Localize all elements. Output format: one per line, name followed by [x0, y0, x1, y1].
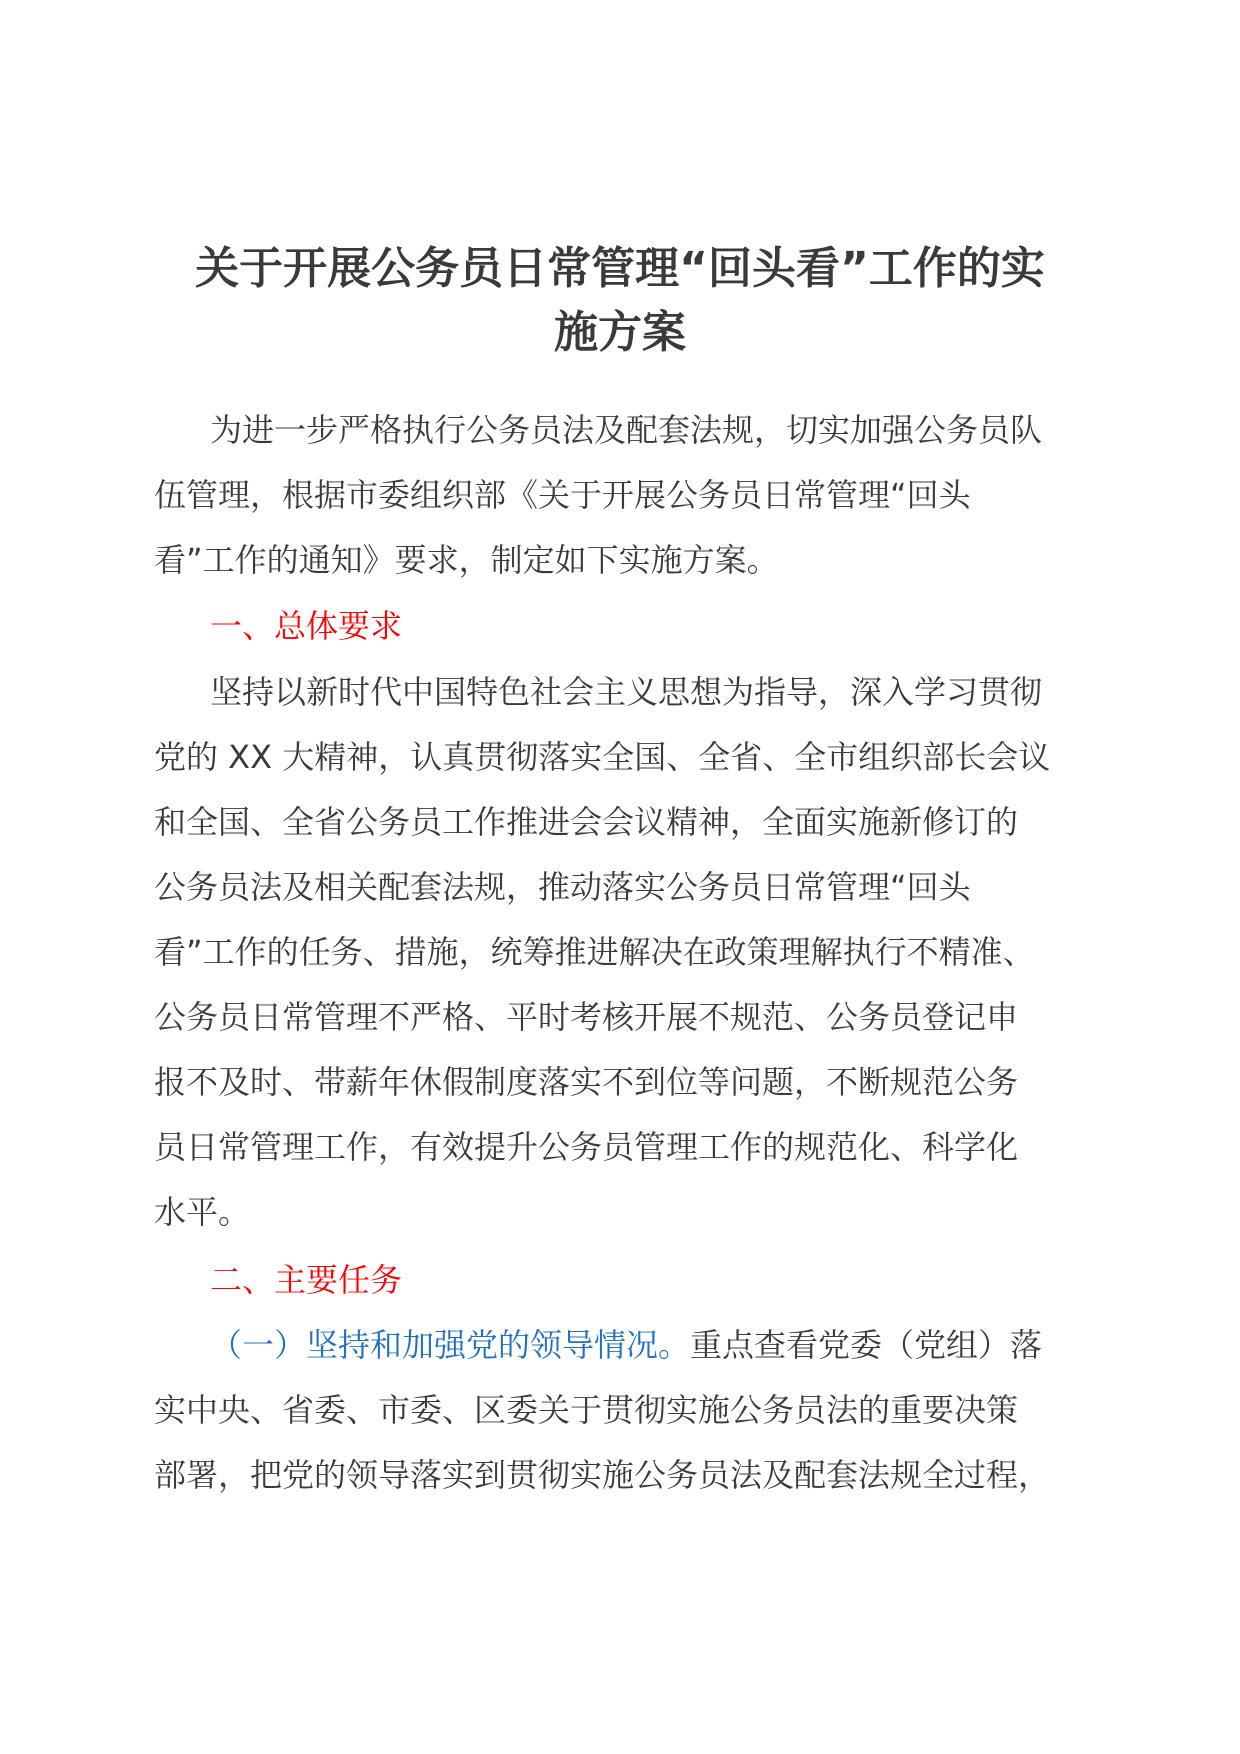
- party-leadership-paragraph: [154, 1313, 1088, 1508]
- intro-paragraph: [154, 398, 1088, 593]
- body-line: 公务员日常管理不严格、平时考核开展不规范、公务员登记申: [154, 998, 1019, 1036]
- title-line-2: 施方案: [554, 307, 686, 358]
- body-line: 部署，把党的领导落实到贯彻实施公务员法及配套法规全过程，: [154, 1456, 1051, 1494]
- body-line: 坚持以新时代中国特色社会主义思想为指导，深入学习贯彻: [210, 673, 1043, 711]
- section-heading-main-tasks: 二、主要任务: [210, 1261, 403, 1299]
- body-line: 看”工作的任务、措施，统筹推进解决在政策理解执行不精准、: [154, 933, 1035, 971]
- subsection-first-line: [154, 1313, 1088, 1378]
- body-line: 和全国、全省公务员工作推进会会议精神，全面实施新修订的: [154, 803, 1019, 841]
- body-line: 重点查看党委（党组）落: [690, 1326, 1043, 1364]
- title-line-1: 关于开展公务员日常管理“回头看”工作的实: [195, 243, 1045, 294]
- document-title: [150, 237, 1090, 365]
- body-line: 公务员法及相关配套法规，推动落实公务员日常管理“回头: [154, 868, 971, 906]
- section-heading-general-requirements: 一、总体要求: [210, 607, 403, 645]
- intro-line-1: 为进一步严格执行公务员法及配套法规，切实加强公务员队: [210, 411, 1043, 449]
- intro-line-2: 伍管理，根据市委组织部《关于开展公务员日常管理“回头: [154, 476, 971, 514]
- body-line: 员日常管理工作，有效提升公务员管理工作的规范化、科学化: [154, 1128, 1019, 1166]
- subsection-heading-party-leadership: （一）坚持和加强党的领导情况。: [210, 1326, 691, 1364]
- general-requirements-paragraph: [154, 660, 1088, 1245]
- body-line: 党的 XX 大精神，认真贯彻落实全国、全省、全市组织部长会议: [154, 738, 1051, 776]
- body-line: 水平。: [154, 1193, 251, 1231]
- body-line: 实中央、省委、市委、区委关于贯彻实施公务员法的重要决策: [154, 1391, 1019, 1429]
- intro-line-3: 看”工作的通知》要求，制定如下实施方案。: [154, 541, 779, 579]
- body-line: 报不及时、带薪年休假制度落实不到位等问题，不断规范公务: [154, 1063, 1019, 1101]
